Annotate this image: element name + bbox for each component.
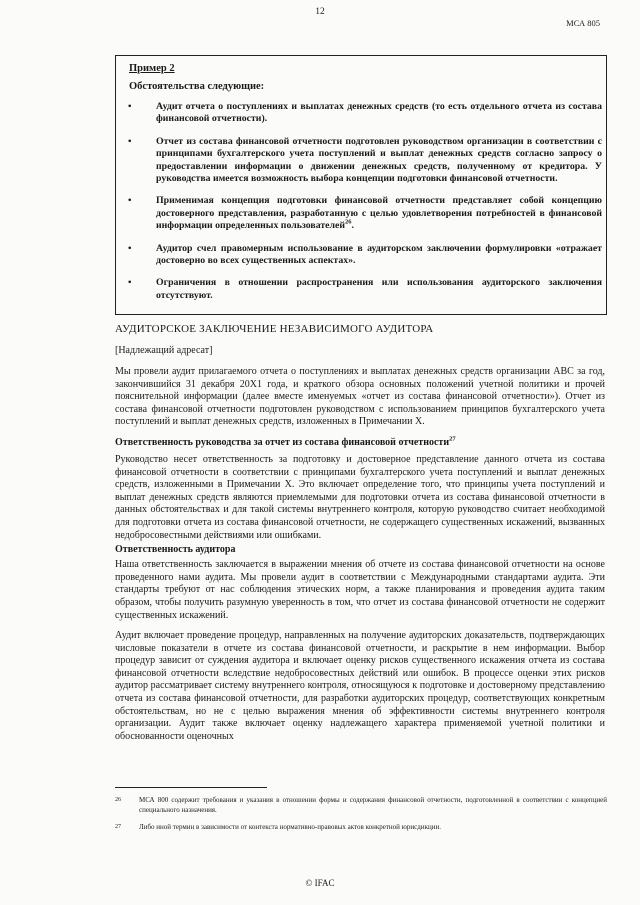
list-item bbox=[128, 101, 602, 126]
footnote-ref: 27 bbox=[449, 435, 456, 443]
example-title: Пример 2 bbox=[129, 63, 175, 74]
example-subtitle: Обстоятельства следующие: bbox=[129, 81, 265, 92]
bullet-icon: • bbox=[128, 135, 132, 147]
footnote-divider bbox=[115, 787, 267, 788]
circumstances-list bbox=[128, 101, 602, 312]
page-number: 12 bbox=[315, 7, 325, 17]
footnote-ref: 26 bbox=[345, 218, 352, 226]
footnote-number: 27 bbox=[115, 823, 121, 830]
auditor-report bbox=[115, 323, 605, 751]
footnote-text: МСА 800 содержит требования и указания в отношении формы и содержания финансовой отчетности, подготовленной в соответствии с концепцией специального назначения. bbox=[139, 796, 607, 814]
section-heading-auditor: Ответственность аудитора bbox=[115, 544, 236, 556]
list-item-text: Аудитор счел правомерным использование в аудиторском заключении формулировки «отражает достоверно во всех существенных аспектах». bbox=[156, 242, 602, 267]
report-heading: АУДИТОРСКОЕ ЗАКЛЮЧЕНИЕ НЕЗАВИСИМОГО АУДИТОРА bbox=[115, 323, 434, 335]
list-item bbox=[128, 136, 602, 186]
footnote-text: Либо иной термин в зависимости от контекста нормативно-правовых актов конкретной юрисдикции. bbox=[139, 822, 441, 831]
footnotes bbox=[115, 796, 607, 839]
document-code: МСА 805 bbox=[566, 18, 600, 28]
list-item-text: Аудит отчета о поступлениях и выплатах денежных средств (то есть отдельного отчета из состава финансовой отчетности). bbox=[156, 101, 602, 125]
section-heading-management bbox=[115, 437, 605, 448]
footnote bbox=[115, 796, 607, 816]
auditor-paragraph: Аудит включает проведение процедур, направленных на получение аудиторских доказательств, подтверждающих числовые показатели в отчете из состава финансовой отчетности, и раскрытие в нем информации. Выбор процедур зависит от суждения аудитора и включает оценку рисков существенного искажения отчета из состава финансовой отчетности вследствие недобросовестных действий или ошибок. В процессе оценки этих рисков аудитор рассматривает систему внутреннего контроля, относящуюся к подготовке и достоверному представлению отчета из состава финансовой отчетности, для разработки аудиторских процедур, соответствующих конкретным обстоятельствам, но не с целью выражения мнения об эффективности системы внутреннего контроля организации. Аудит также включает оценку надлежащего характера применяемой учетной политики и обоснованности оценочных bbox=[115, 630, 605, 742]
footnote-number: 26 bbox=[115, 797, 121, 803]
list-item bbox=[128, 243, 602, 268]
bullet-icon: • bbox=[128, 195, 132, 207]
bullet-icon: • bbox=[128, 242, 132, 254]
copyright-footer: © IFAC bbox=[305, 878, 335, 888]
management-paragraph: Руководство несет ответственность за подготовку и достоверное представление данного отчета из состава финансовой отчетности в соответствии с принципами бухгалтерского учета поступлений и выплат денежных средств, изложенными в Примечании Х. Это включает определение того, что принципы учета поступлений и выплат денежных средств являются приемлемыми для подготовки отчета из состава финансовой отчетности в данных обстоятельствах и для такой системы внутреннего контроля, которую руководство считает необходимой для подготовки отчета из состава финансовой отчетности, не содержащего существенных искажений, вызванных недобросовестными действиями или ошибками. bbox=[115, 453, 605, 541]
list-item bbox=[128, 277, 602, 302]
example-box bbox=[115, 55, 607, 315]
footnote bbox=[115, 823, 607, 833]
auditor-paragraph: Наша ответственность заключается в выражении мнения об отчете из состава финансовой отчетности на основе проведенного нами аудита. Мы провели аудит в соответствии с Международными стандартами аудита. Эти стандарты требуют от нас соблюдения этических норм, а также планирования и проведения аудита таким образом, чтобы получить разумную уверенность в том, что отчет из состава финансовой отчетности не содержит существенных искажений. bbox=[115, 559, 605, 621]
section-heading-text: Ответственность руководства за отчет из состава финансовой отчетности bbox=[115, 436, 450, 448]
list-item-text: Отчет из состава финансовой отчетности подготовлен руководством организации в соответствии с принципами бухгалтерского учета поступлений и выплат денежных средств согласно запросу о предоставлении информации о движении денежных средств, полученному от кредитора. У руководства имеется возможность выбора концепции подготовки финансовой отчетности. bbox=[156, 135, 602, 185]
list-item-text: Применимая концепция подготовки финансовой отчетности представляет собой концепцию достоверного представления, разработанную с целью удовлетворения потребностей в финансовой информации определенных пользователей bbox=[156, 195, 602, 232]
intro-paragraph: Мы провели аудит прилагаемого отчета о поступлениях и выплатах денежных средств организации АВС за год, закончившийся 31 декабря 20Х1 года, и краткого обзора основных положений учетной политики и прочей пояснительной информации (далее вместе именуемых «отчет из состава финансовой отчетности»). Отчет из состава финансовой отчетности подготовлен руководством с использованием принципов бухгалтерского учета поступлений и выплат денежных средств, изложенных в Примечании Х. bbox=[115, 366, 605, 428]
list-item: • Применимая концепция подготовки финансовой отчетности представляет собой концепцию достоверного представления, разработанную с целью удовлетворения потребностей в финансовой информации определенных пользователей$^{26}$. bbox=[128, 195, 602, 232]
bullet-icon: • bbox=[128, 101, 132, 112]
list-item-text: Ограничения в отношении распространения или использования аудиторского заключения отсутствуют. bbox=[156, 277, 602, 301]
addressee: [Надлежащий адресат] bbox=[115, 345, 213, 356]
bullet-icon: • bbox=[128, 277, 132, 289]
